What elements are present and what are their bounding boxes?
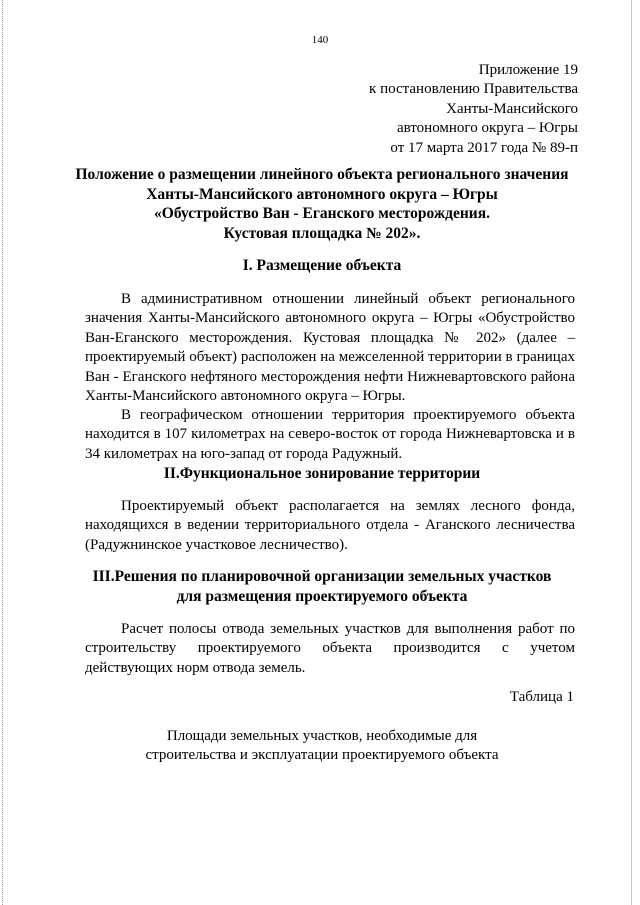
paragraph-line: действующих норм отвода земель.	[85, 659, 306, 676]
section-2-paragraph	[85, 497, 575, 555]
paragraph-line: В административном отношении линейный объект регионального	[121, 291, 575, 307]
paragraph-line: находящихся в ведении территориального отдела - Аганского лесничества	[85, 517, 575, 534]
paragraph-line: Ван - Еганского нефтяного месторождения нефти Нижневартовского района	[85, 368, 575, 385]
section-3-heading	[60, 567, 584, 606]
appendix-line: Приложение 19	[478, 62, 578, 78]
section-1-paragraph-2	[85, 406, 575, 464]
appendix-block	[369, 61, 578, 158]
paragraph-line: (Радужнинское участковое лесничество).	[85, 536, 348, 553]
paragraph-line: Ван-Еганского месторождения. Кустовая площадка № 202» (далее –	[85, 329, 575, 346]
section-3-paragraph	[85, 620, 575, 678]
appendix-line: Ханты-Мансийского	[446, 100, 578, 117]
document-title	[60, 165, 584, 243]
section-heading-line: I. Размещение объекта	[242, 257, 402, 274]
paragraph-line: Ханты-Мансийского автономного округа – Югры.	[85, 388, 406, 405]
table-caption-line: Площади земельных участков, необходимые для	[166, 728, 478, 744]
title-line: Кустовая площадка № 202».	[223, 224, 421, 242]
paragraph-line: значения Ханты-Мансийского автономного округа – Югры «Обустройство	[85, 310, 575, 327]
title-line: Ханты-Мансийского автономного округа – Югры	[146, 185, 498, 203]
appendix-line: автономного округа – Югры	[396, 120, 578, 137]
paragraph-line: проектируемый объект) расположен на межселенной территории в границах	[85, 349, 575, 366]
table-caption	[60, 727, 584, 766]
paragraph-line: находится в 107 километрах на северо-восток от города Нижневартовска и в	[85, 426, 575, 443]
appendix-line: к постановлению Правительства	[369, 81, 578, 98]
section-2-heading	[60, 464, 584, 484]
title-line: Положение о размещении линейного объекта регионального значения	[75, 166, 569, 183]
title-line: «Обустройство Ван - Еганского месторождения.	[154, 205, 490, 222]
paragraph-line: В географическом отношении территория проектируемого объекта	[121, 407, 575, 423]
paragraph-line: Расчет полосы отвода земельных участков для выполнения работ по	[121, 621, 575, 637]
paragraph-line: строительству проектируемого объекта производится с учетом	[85, 640, 575, 657]
section-heading-line: III.Решения по планировочной организации земельных участков	[92, 568, 552, 585]
paragraph-line: 34 километрах на юго-запад от города Радужный.	[85, 445, 403, 462]
scan-edge-left	[2, 0, 3, 905]
appendix-line: от 17 марта 2017 года № 89-п	[390, 139, 578, 156]
paragraph-line: Проектируемый объект располагается на землях лесного фонда,	[121, 498, 575, 514]
table-label: Таблица 1	[509, 689, 574, 705]
section-heading-line: II.Функциональное зонирование территории	[163, 465, 481, 482]
section-1-heading	[60, 256, 584, 276]
page-number: 140	[311, 34, 329, 46]
section-heading-line: для размещения проектируемого объекта	[176, 587, 468, 605]
table-caption-line: строительства и эксплуатации проектируемого объекта	[145, 747, 499, 764]
section-1-paragraph-1	[85, 290, 575, 406]
scan-edge-right	[631, 0, 632, 905]
